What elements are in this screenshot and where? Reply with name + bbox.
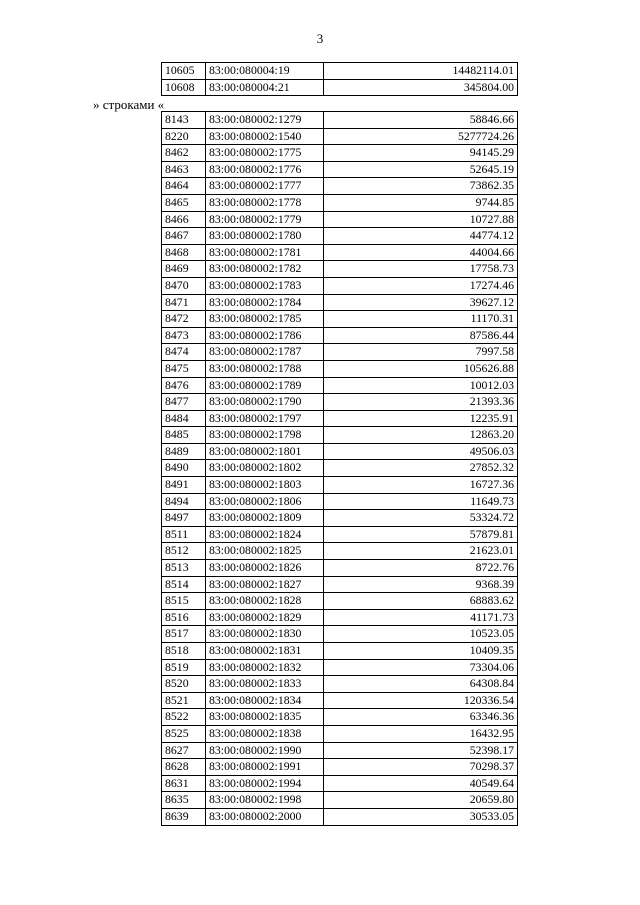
table-row (162, 377, 518, 394)
amount-cell: 17274.46 (324, 277, 518, 294)
cadastral-number-cell: 83:00:080002:1784 (206, 294, 324, 311)
cadastral-number-cell: 83:00:080002:1798 (206, 427, 324, 444)
cadastral-number-cell: 83:00:080002:1994 (206, 775, 324, 792)
table-row (162, 493, 518, 510)
row-number-cell: 8490 (162, 460, 206, 477)
cadastral-number-cell: 83:00:080002:1833 (206, 676, 324, 693)
table-row (162, 394, 518, 411)
table-row (162, 194, 518, 211)
amount-cell: 41171.73 (324, 609, 518, 626)
land-parcel-table-main (161, 111, 518, 826)
row-number-cell: 8514 (162, 576, 206, 593)
amount-cell: 27852.32 (324, 460, 518, 477)
row-number-cell: 8468 (162, 244, 206, 261)
table-row (162, 161, 518, 178)
amount-cell: 12235.91 (324, 410, 518, 427)
cadastral-number-cell: 83:00:080002:1825 (206, 543, 324, 560)
amount-cell: 14482114.01 (324, 63, 518, 80)
row-number-cell: 8475 (162, 360, 206, 377)
table-row (162, 145, 518, 162)
amount-cell: 12863.20 (324, 427, 518, 444)
cadastral-number-cell: 83:00:080002:1826 (206, 560, 324, 577)
table-row (162, 676, 518, 693)
row-number-cell: 8464 (162, 178, 206, 195)
row-number-cell: 8517 (162, 626, 206, 643)
table-row (162, 211, 518, 228)
table-row (162, 112, 518, 129)
row-number-cell: 8516 (162, 609, 206, 626)
amount-cell: 9744.85 (324, 194, 518, 211)
cadastral-number-cell: 83:00:080002:1789 (206, 377, 324, 394)
row-number-cell: 8518 (162, 643, 206, 660)
amount-cell: 73862.35 (324, 178, 518, 195)
cadastral-number-cell: 83:00:080002:1788 (206, 360, 324, 377)
amount-cell: 9368.39 (324, 576, 518, 593)
amount-cell: 49506.03 (324, 443, 518, 460)
cadastral-number-cell: 83:00:080002:1775 (206, 145, 324, 162)
cadastral-number-cell: 83:00:080002:1829 (206, 609, 324, 626)
cadastral-number-cell: 83:00:080002:1991 (206, 759, 324, 776)
intro-text: » строками « (93, 97, 165, 112)
cadastral-number-cell: 83:00:080002:1830 (206, 626, 324, 643)
cadastral-number-cell: 83:00:080002:1834 (206, 692, 324, 709)
amount-cell: 17758.73 (324, 261, 518, 278)
amount-cell: 10409.35 (324, 643, 518, 660)
amount-cell: 70298.37 (324, 759, 518, 776)
table-row (162, 643, 518, 660)
row-number-cell: 8497 (162, 510, 206, 527)
table-row (162, 543, 518, 560)
cadastral-number-cell: 83:00:080002:1824 (206, 526, 324, 543)
row-number-cell: 8522 (162, 709, 206, 726)
table-row (162, 659, 518, 676)
amount-cell: 52645.19 (324, 161, 518, 178)
table-row (162, 427, 518, 444)
cadastral-number-cell: 83:00:080002:1782 (206, 261, 324, 278)
table-row (162, 759, 518, 776)
amount-cell: 52398.17 (324, 742, 518, 759)
row-number-cell: 8473 (162, 327, 206, 344)
amount-cell: 5277724.26 (324, 128, 518, 145)
amount-cell: 345804.00 (324, 79, 518, 96)
row-number-cell: 8520 (162, 676, 206, 693)
row-number-cell: 8143 (162, 112, 206, 129)
row-number-cell: 8511 (162, 526, 206, 543)
cadastral-number-cell: 83:00:080002:1838 (206, 725, 324, 742)
cadastral-number-cell: 83:00:080004:21 (206, 79, 324, 96)
amount-cell: 94145.29 (324, 145, 518, 162)
amount-cell: 40549.64 (324, 775, 518, 792)
row-number-cell: 8519 (162, 659, 206, 676)
cadastral-number-cell: 83:00:080002:1831 (206, 643, 324, 660)
cadastral-number-cell: 83:00:080002:2000 (206, 808, 324, 825)
table-row (162, 79, 518, 96)
table-row (162, 560, 518, 577)
table-row (162, 626, 518, 643)
amount-cell: 39627.12 (324, 294, 518, 311)
cadastral-number-cell: 83:00:080002:1990 (206, 742, 324, 759)
amount-cell: 44774.12 (324, 228, 518, 245)
row-number-cell: 10608 (162, 79, 206, 96)
row-number-cell: 8494 (162, 493, 206, 510)
cadastral-number-cell: 83:00:080002:1776 (206, 161, 324, 178)
cadastral-number-cell: 83:00:080002:1828 (206, 593, 324, 610)
table-row (162, 593, 518, 610)
amount-cell: 105626.88 (324, 360, 518, 377)
table-row (162, 327, 518, 344)
row-number-cell: 8469 (162, 261, 206, 278)
table-row (162, 128, 518, 145)
cadastral-number-cell: 83:00:080002:1803 (206, 477, 324, 494)
amount-cell: 21623.01 (324, 543, 518, 560)
amount-cell: 63346.36 (324, 709, 518, 726)
cadastral-number-cell: 83:00:080002:1779 (206, 211, 324, 228)
table-row (162, 410, 518, 427)
table-row (162, 526, 518, 543)
amount-cell: 120336.54 (324, 692, 518, 709)
row-number-cell: 8462 (162, 145, 206, 162)
table-row (162, 725, 518, 742)
row-number-cell: 8491 (162, 477, 206, 494)
table-row (162, 277, 518, 294)
row-number-cell: 8467 (162, 228, 206, 245)
amount-cell: 10523.05 (324, 626, 518, 643)
cadastral-number-cell: 83:00:080002:1832 (206, 659, 324, 676)
table-row (162, 228, 518, 245)
cadastral-number-cell: 83:00:080002:1783 (206, 277, 324, 294)
row-number-cell: 8477 (162, 394, 206, 411)
row-number-cell: 8465 (162, 194, 206, 211)
row-number-cell: 8639 (162, 808, 206, 825)
table-row (162, 510, 518, 527)
page-number: 3 (316, 31, 324, 46)
land-parcel-table-top (161, 62, 518, 96)
amount-cell: 21393.36 (324, 394, 518, 411)
table-body (162, 112, 518, 826)
amount-cell: 64308.84 (324, 676, 518, 693)
amount-cell: 11170.31 (324, 311, 518, 328)
table-row (162, 576, 518, 593)
cadastral-number-cell: 83:00:080002:1835 (206, 709, 324, 726)
table-row (162, 244, 518, 261)
table-row (162, 692, 518, 709)
table-row (162, 742, 518, 759)
row-number-cell: 8525 (162, 725, 206, 742)
cadastral-number-cell: 83:00:080002:1777 (206, 178, 324, 195)
cadastral-number-cell: 83:00:080002:1785 (206, 311, 324, 328)
cadastral-number-cell: 83:00:080002:1780 (206, 228, 324, 245)
row-number-cell: 8474 (162, 344, 206, 361)
cadastral-number-cell: 83:00:080002:1540 (206, 128, 324, 145)
table-row (162, 792, 518, 809)
amount-cell: 7997.58 (324, 344, 518, 361)
amount-cell: 57879.81 (324, 526, 518, 543)
amount-cell: 16432.95 (324, 725, 518, 742)
row-number-cell: 8471 (162, 294, 206, 311)
row-number-cell: 8485 (162, 427, 206, 444)
amount-cell: 58846.66 (324, 112, 518, 129)
row-number-cell: 8489 (162, 443, 206, 460)
row-number-cell: 8628 (162, 759, 206, 776)
table-row (162, 477, 518, 494)
row-number-cell: 8635 (162, 792, 206, 809)
amount-cell: 87586.44 (324, 327, 518, 344)
row-number-cell: 8513 (162, 560, 206, 577)
amount-cell: 68883.62 (324, 593, 518, 610)
cadastral-number-cell: 83:00:080002:1786 (206, 327, 324, 344)
amount-cell: 44004.66 (324, 244, 518, 261)
table-body (162, 63, 518, 96)
row-number-cell: 8627 (162, 742, 206, 759)
cadastral-number-cell: 83:00:080002:1797 (206, 410, 324, 427)
table-row (162, 178, 518, 195)
row-number-cell: 8512 (162, 543, 206, 560)
row-number-cell: 8631 (162, 775, 206, 792)
cadastral-number-cell: 83:00:080002:1998 (206, 792, 324, 809)
table-row (162, 460, 518, 477)
amount-cell: 8722.76 (324, 560, 518, 577)
table-row (162, 360, 518, 377)
table-row (162, 775, 518, 792)
table-row (162, 261, 518, 278)
table-row (162, 609, 518, 626)
cadastral-number-cell: 83:00:080002:1827 (206, 576, 324, 593)
cadastral-number-cell: 83:00:080002:1778 (206, 194, 324, 211)
table-row (162, 808, 518, 825)
table-row (162, 311, 518, 328)
cadastral-number-cell: 83:00:080002:1806 (206, 493, 324, 510)
cadastral-number-cell: 83:00:080002:1801 (206, 443, 324, 460)
table-row (162, 294, 518, 311)
cadastral-number-cell: 83:00:080002:1787 (206, 344, 324, 361)
table-row (162, 63, 518, 80)
table-row (162, 344, 518, 361)
row-number-cell: 8470 (162, 277, 206, 294)
table-row (162, 709, 518, 726)
row-number-cell: 8466 (162, 211, 206, 228)
amount-cell: 10012.03 (324, 377, 518, 394)
row-number-cell: 10605 (162, 63, 206, 80)
row-number-cell: 8472 (162, 311, 206, 328)
cadastral-number-cell: 83:00:080004:19 (206, 63, 324, 80)
row-number-cell: 8476 (162, 377, 206, 394)
row-number-cell: 8515 (162, 593, 206, 610)
cadastral-number-cell: 83:00:080002:1790 (206, 394, 324, 411)
row-number-cell: 8521 (162, 692, 206, 709)
table-row (162, 443, 518, 460)
cadastral-number-cell: 83:00:080002:1809 (206, 510, 324, 527)
amount-cell: 53324.72 (324, 510, 518, 527)
amount-cell: 16727.36 (324, 477, 518, 494)
cadastral-number-cell: 83:00:080002:1781 (206, 244, 324, 261)
amount-cell: 10727.88 (324, 211, 518, 228)
cadastral-number-cell: 83:00:080002:1802 (206, 460, 324, 477)
row-number-cell: 8484 (162, 410, 206, 427)
amount-cell: 73304.06 (324, 659, 518, 676)
amount-cell: 11649.73 (324, 493, 518, 510)
row-number-cell: 8220 (162, 128, 206, 145)
amount-cell: 20659.80 (324, 792, 518, 809)
row-number-cell: 8463 (162, 161, 206, 178)
cadastral-number-cell: 83:00:080002:1279 (206, 112, 324, 129)
amount-cell: 30533.05 (324, 808, 518, 825)
